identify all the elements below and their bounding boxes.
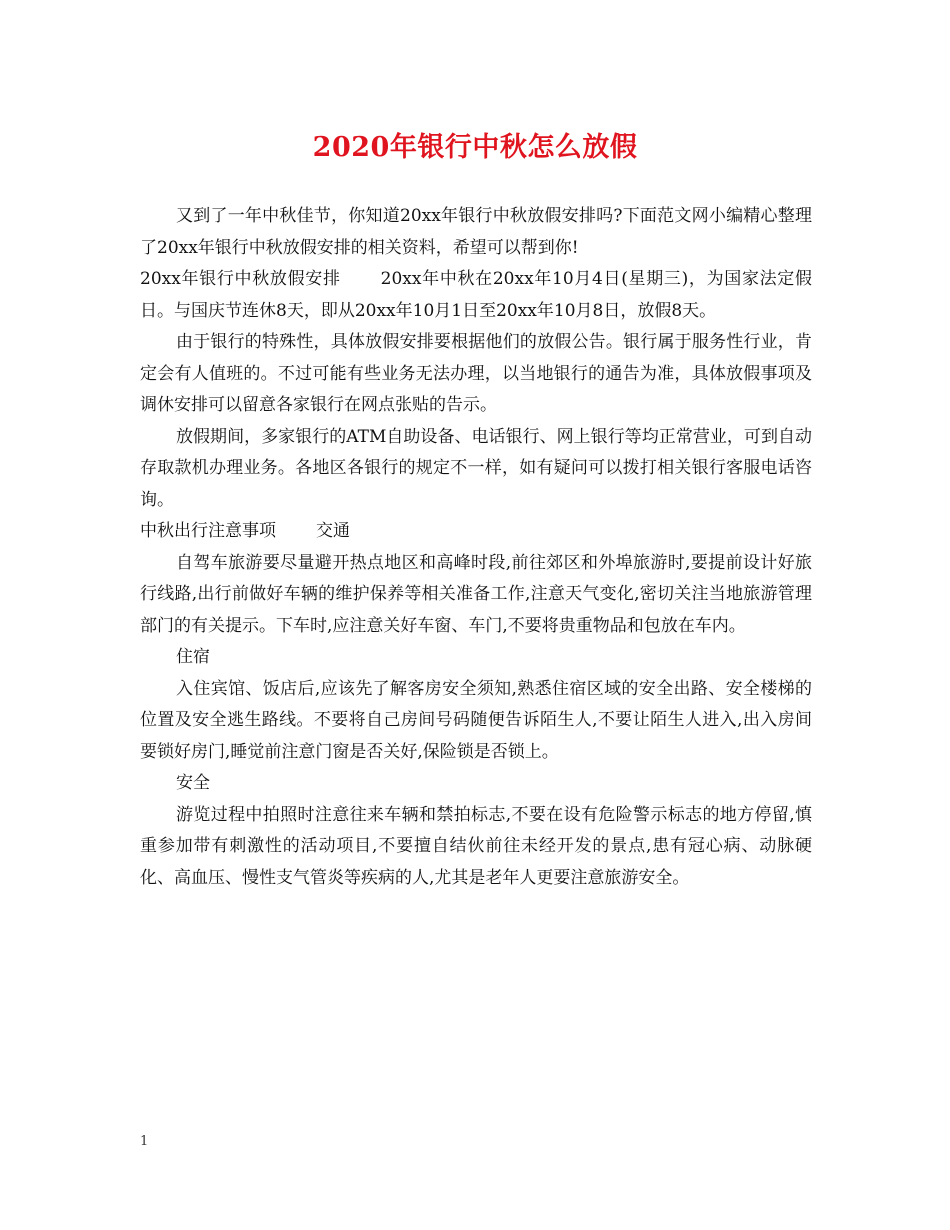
lodging-heading: 住宿 xyxy=(176,647,210,667)
safety-heading: 安全 xyxy=(176,773,210,793)
page-number: 1 xyxy=(140,1134,149,1149)
traffic-paragraph: 自驾车旅游要尽量避开热点地区和高峰时段,前往郊区和外埠旅游时,要提前设计好旅行线路,出行前做好车辆的维护保养等相关准备工作,注意天气变化,密切关注当地旅游管理部门的有关提示。下车时,应注意关好车窗、车门,不要将贵重物品和包放在车内。 xyxy=(140,552,812,636)
safety-paragraph: 游览过程中拍照时注意往来车辆和禁拍标志,不要在设有危险警示标志的地方停留,慎重参加带有刺激性的活动项目,不要擅自结伙前往未经开发的景点,患有冠心病、动脉硬化、高血压、慢性支气管炎等疾病的人,尤其是老年人更要注意旅游安全。 xyxy=(140,804,812,888)
lodging-paragraph: 入住宾馆、饭店后,应该先了解客房安全须知,熟悉住宿区域的安全出路、安全楼梯的位置及安全逃生路线。不要将自己房间号码随便告诉陌生人,不要让陌生人进入,出入房间要锁好房门,睡觉前注意门窗是否关好,保险锁是否锁上。 xyxy=(140,678,812,762)
travel-heading: 中秋出行注意事项 xyxy=(140,521,276,541)
travel-heading-line xyxy=(140,516,812,548)
schedule-heading: 20xx年银行中秋放假安排 xyxy=(140,269,341,289)
document-body xyxy=(140,201,812,894)
intro-paragraph: 又到了一年中秋佳节，你知道20xx年银行中秋放假安排吗?下面范文网小编精心整理了20xx年银行中秋放假安排的相关资料，希望可以帮到你! xyxy=(140,206,812,258)
traffic-heading: 交通 xyxy=(316,521,350,541)
schedule-paragraph xyxy=(140,264,812,327)
page-title: 2020年银行中秋怎么放假 xyxy=(312,132,638,163)
schedule-text: 20xx年中秋在20xx年10月4日(星期三)，为国家法定假日。与国庆节连休8天，即从20xx年10月1日至20xx年10月8日，放假8天。 xyxy=(140,269,812,321)
bank-special-paragraph: 由于银行的特殊性，具体放假安排要根据他们的放假公告。银行属于服务性行业，肯定会有人值班的。不过可能有些业务无法办理，以当地银行的通告为准，具体放假事项及调休安排可以留意各家银行在网点张贴的告示。 xyxy=(140,332,812,415)
holiday-service-paragraph: 放假期间，多家银行的ATM自助设备、电话银行、网上银行等均正常营业，可到自动存取款机办理业务。各地区各银行的规定不一样，如有疑问可以拨打相关银行客服电话咨询。 xyxy=(140,426,812,510)
